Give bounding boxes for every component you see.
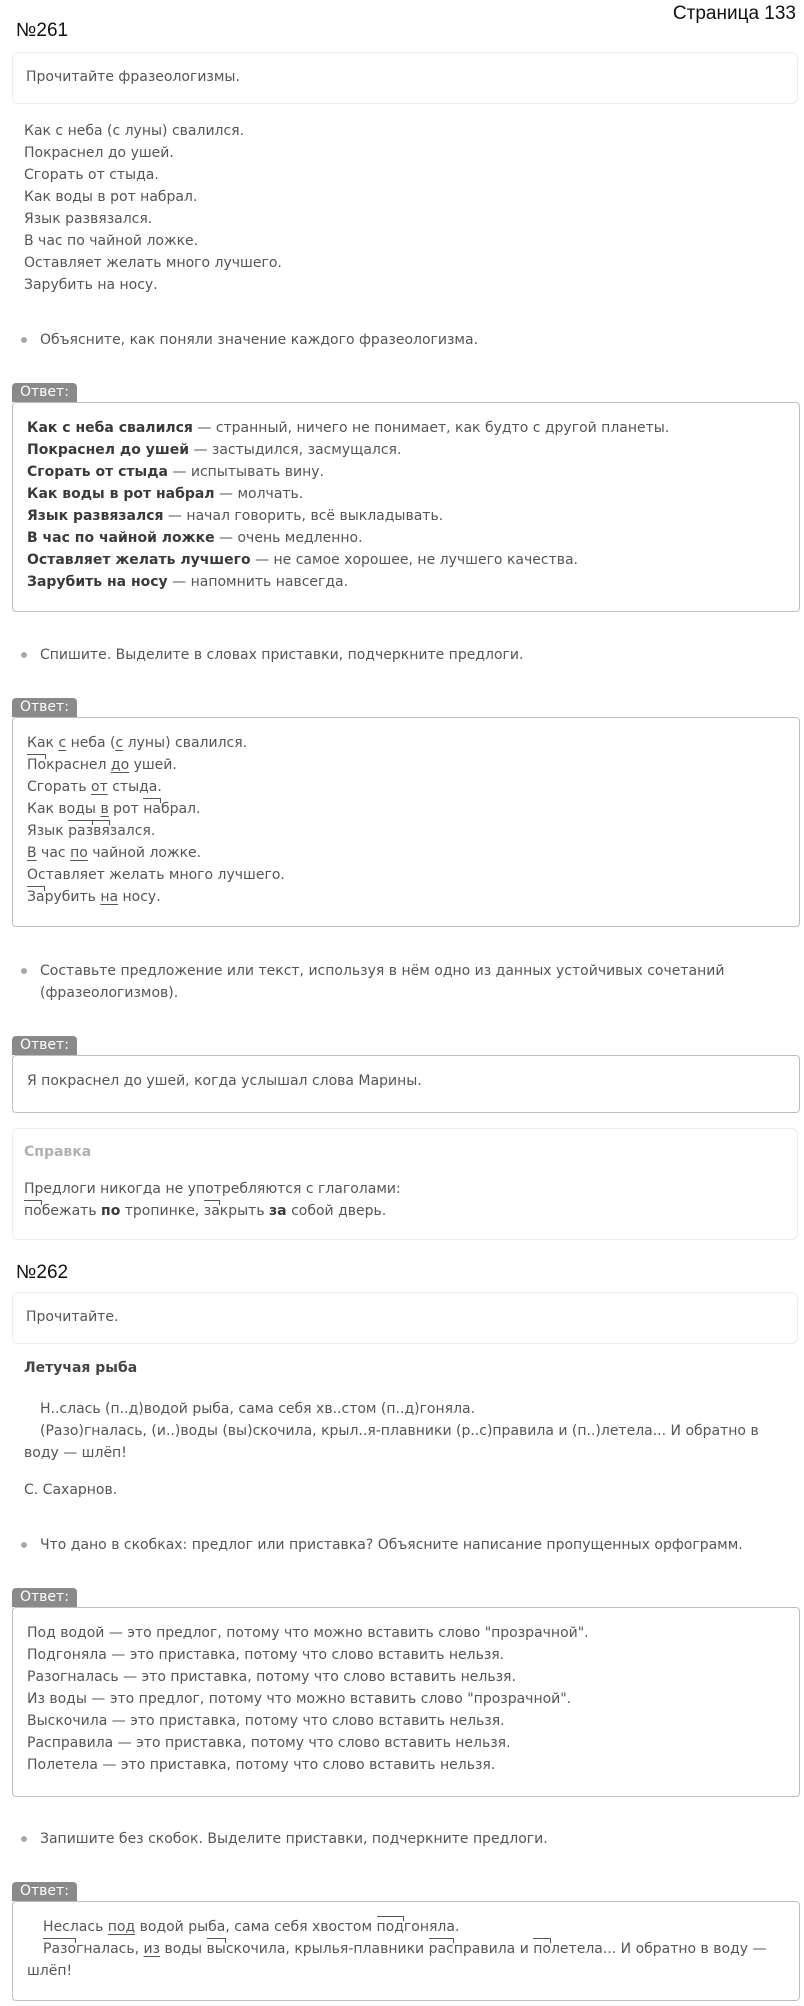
answer-line: Сгорать от стыда. bbox=[27, 779, 162, 795]
prefix: по bbox=[533, 1938, 551, 1960]
answer-line: Язык развязался — начал говорить, всё выкладывать. bbox=[27, 508, 444, 524]
prefix: вя bbox=[93, 820, 110, 842]
paragraph: (Разо)гналась, (и..)воды (вы)скочила, крыл..я-плавники (р..с)правила и (п..)летела... И обратно в bbox=[40, 1423, 759, 1439]
phrase: Как воды в рот набрал. bbox=[24, 189, 198, 205]
answer-line: Из воды — это предлог, потому что можно вставить слово "прозрачной". bbox=[27, 1691, 572, 1707]
answer-label: Ответ: bbox=[12, 1036, 77, 1055]
author: С. Сахарнов. bbox=[24, 1482, 118, 1498]
prefix: раз bbox=[68, 820, 93, 842]
preposition: В bbox=[27, 845, 37, 861]
prefix: по bbox=[24, 1200, 42, 1222]
answer-box bbox=[12, 717, 800, 927]
instruction-text: Прочитайте фразеологизмы. bbox=[26, 69, 240, 85]
answer-line: Полетела — это приставка, потому что слово вставить нельзя. bbox=[27, 1757, 496, 1773]
answer-line: Подгоняла — это приставка, потому что слово вставить нельзя. bbox=[27, 1647, 505, 1663]
answer-box bbox=[12, 1055, 800, 1113]
preposition: под bbox=[107, 1919, 136, 1935]
preposition: по bbox=[70, 845, 88, 861]
hint-title: Справка bbox=[24, 1144, 92, 1160]
phrase: Оставляет желать много лучшего. bbox=[24, 255, 282, 271]
hint-text: Предлоги никогда не употребляются с глаголами: побежать по тропинке, закрыть за собой дверь. bbox=[24, 1178, 401, 1222]
answer-label: Ответ: bbox=[12, 1882, 77, 1901]
preposition: по bbox=[101, 1203, 121, 1219]
preposition: с bbox=[115, 735, 124, 751]
hint-box bbox=[12, 1128, 798, 1240]
prefix: По bbox=[27, 754, 46, 776]
answer-label: Ответ: bbox=[12, 1588, 77, 1607]
paragraph: Н..слась (п..д)водой рыба, сама себя хв..стом (п..д)гоняла. bbox=[40, 1401, 476, 1417]
answer-line: Как с неба свалился — странный, ничего не понимает, как будто с другой планеты. bbox=[27, 420, 670, 436]
phrase: Покраснел до ушей. bbox=[24, 145, 174, 161]
prefix: за bbox=[204, 1200, 220, 1222]
answer-label: Ответ: bbox=[12, 698, 77, 717]
answer-line: Сгорать от стыда — испытывать вину. bbox=[27, 464, 324, 480]
task-262-number: №262 bbox=[16, 1262, 69, 1283]
answer-line: Разогналась — это приставка, потому что слово вставить нельзя. bbox=[27, 1669, 516, 1685]
answer-line: Выскочила — это приставка, потому что слово вставить нельзя. bbox=[27, 1713, 505, 1729]
answer-line: Покраснел до ушей — застыдился, засмущался. bbox=[27, 442, 402, 458]
answer-box bbox=[12, 1901, 800, 2001]
answer-line: Я покраснел до ушей, когда услышал слова Марины. bbox=[27, 1073, 422, 1089]
prefix: За bbox=[27, 886, 45, 908]
answer-line: Язык развязался. bbox=[27, 820, 785, 842]
task-261-number: №261 bbox=[16, 20, 69, 41]
preposition: на bbox=[100, 889, 119, 905]
phrase-list bbox=[24, 120, 282, 296]
phrase: Язык развязался. bbox=[24, 211, 153, 227]
phrase: Сгорать от стыда. bbox=[24, 167, 159, 183]
answer-line: Зарубить на носу. bbox=[27, 886, 785, 908]
question: Что дано в скобках: предлог или приставка? Объясните написание пропущенных орфограмм. bbox=[24, 1534, 743, 1556]
answer-line: В час по чайной ложке. bbox=[27, 845, 202, 861]
answer-line: Покраснел до ушей. bbox=[27, 754, 785, 776]
answer-line: Зарубить на носу — напомнить навсегда. bbox=[27, 574, 349, 590]
question: Составьте предложение или текст, используя в нём одно из данных устойчивых сочетаний (фразеологизмов). bbox=[24, 960, 784, 1004]
prefix: под bbox=[377, 1916, 404, 1938]
text-title: Летучая рыба bbox=[24, 1360, 138, 1376]
prefix: Разо bbox=[43, 1938, 76, 1960]
preposition: за bbox=[269, 1203, 287, 1219]
answer-line: В час по чайной ложке — очень медленно. bbox=[27, 530, 363, 546]
answer-label: Ответ: bbox=[12, 383, 77, 402]
answer-line: Как воды в рот набрал. bbox=[27, 798, 785, 820]
page-number: Страница 133 bbox=[672, 3, 796, 24]
instruction-text: Прочитайте. bbox=[26, 1309, 119, 1325]
answer-line: Неслась под водой рыба, сама себя хвостом подгоняла. bbox=[27, 1916, 785, 1938]
preposition: от bbox=[91, 779, 108, 795]
prefix: вы bbox=[207, 1938, 226, 1960]
preposition: в bbox=[100, 801, 109, 817]
preposition: с bbox=[58, 735, 67, 751]
prefix: рас bbox=[429, 1938, 454, 1960]
phrase: Как с неба (с луны) свалился. bbox=[24, 123, 245, 139]
answer-line: Разогналась, из воды выскочила, крылья-плавники расправила и полетела... И обратно в воду — bbox=[27, 1938, 785, 1960]
answer-line: Оставляет желать лучшего — не самое хорошее, не лучшего качества. bbox=[27, 552, 579, 568]
phrase: В час по чайной ложке. bbox=[24, 233, 199, 249]
source-text bbox=[24, 1398, 759, 1464]
answer-line: Расправила — это приставка, потому что слово вставить нельзя. bbox=[27, 1735, 511, 1751]
question: Спишите. Выделите в словах приставки, подчеркните предлоги. bbox=[24, 644, 523, 666]
answer-line: Как с неба (с луны) свалился. bbox=[27, 735, 248, 751]
preposition: до bbox=[110, 757, 130, 773]
prefix: на bbox=[143, 798, 161, 820]
instruction-box bbox=[12, 1292, 798, 1344]
answer-line: шлёп! bbox=[27, 1963, 73, 1979]
answer-box bbox=[12, 1607, 800, 1797]
answer-box bbox=[12, 402, 800, 612]
instruction-box bbox=[12, 52, 798, 104]
phrase: Зарубить на носу. bbox=[24, 277, 158, 293]
preposition: из bbox=[143, 1941, 161, 1957]
answer-line: Под водой — это предлог, потому что можно вставить слово "прозрачной". bbox=[27, 1625, 589, 1641]
question: Запишите без скобок. Выделите приставки, подчеркните предлоги. bbox=[24, 1828, 548, 1850]
answer-line: Оставляет желать много лучшего. bbox=[27, 867, 285, 883]
answer-line: Как воды в рот набрал — молчать. bbox=[27, 486, 304, 502]
paragraph: воду — шлёп! bbox=[24, 1445, 127, 1461]
question: Объясните, как поняли значение каждого фразеологизма. bbox=[24, 329, 478, 351]
